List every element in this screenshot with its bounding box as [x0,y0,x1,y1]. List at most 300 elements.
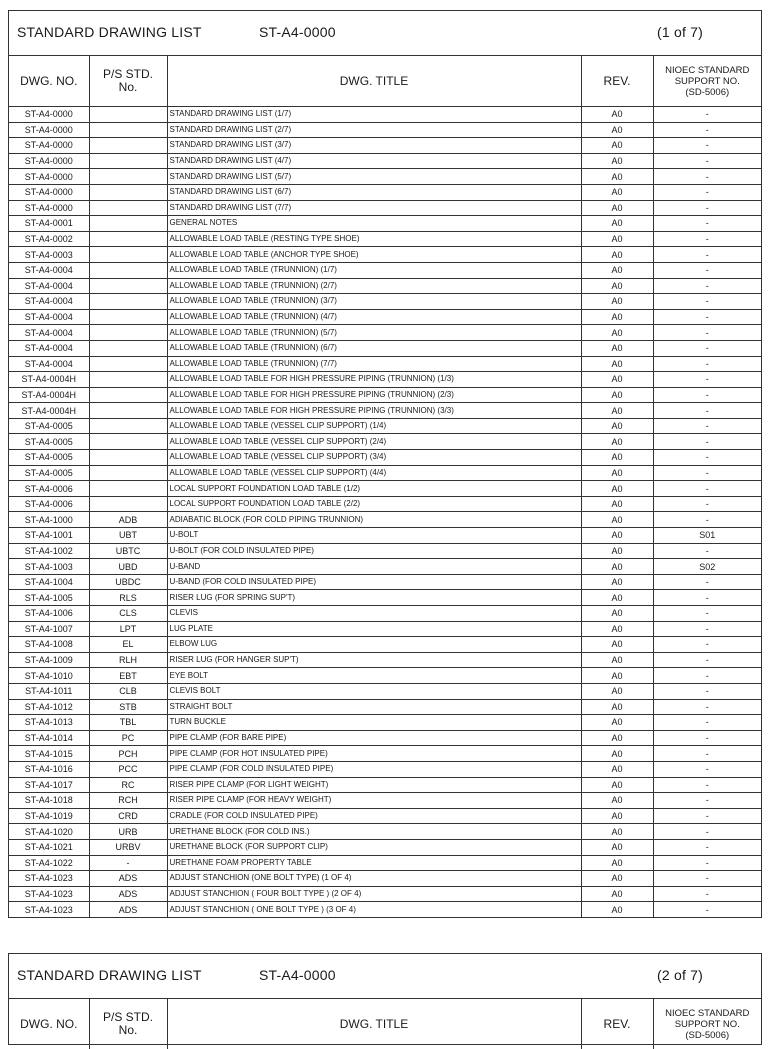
drawing-list-sheet-2 [8,953,762,1045]
cell-dwg-title: GENERAL NOTES [167,216,581,232]
cell-ps-std [89,107,167,123]
cell-rev: A0 [581,122,653,138]
cell-ps-std [89,294,167,310]
cell-nioec-support-no: - [653,450,761,466]
cell-dwg-title: STANDARD DRAWING LIST (1/7) [167,107,581,123]
cell-ps-std: RC [89,777,167,793]
table-row [9,247,761,263]
table-header-row [9,56,761,107]
cell-dwg-no: ST-A4-0000 [9,107,89,123]
cell-ps-std: PCH [89,746,167,762]
table-row [9,824,761,840]
cell-dwg-title: ALLOWABLE LOAD TABLE (TRUNNION) (7/7) [167,356,581,372]
cell-nioec-support-no: S02 [653,559,761,575]
table-header-row [9,999,761,1049]
cell-rev: A0 [581,138,653,154]
cell-nioec-support-no: - [653,543,761,559]
cell-dwg-title: ALLOWABLE LOAD TABLE (VESSEL CLIP SUPPORT) (3/4) [167,450,581,466]
cell-dwg-title: ALLOWABLE LOAD TABLE (ANCHOR TYPE SHOE) [167,247,581,263]
cell-rev: A0 [581,621,653,637]
cell-rev: A0 [581,855,653,871]
table-row [9,606,761,622]
cell-dwg-title: CLEVIS BOLT [167,683,581,699]
cell-ps-std [89,122,167,138]
cell-dwg-no: ST-A4-0005 [9,465,89,481]
cell-rev: A0 [581,403,653,419]
cell-rev: A0 [581,606,653,622]
table-row [9,122,761,138]
cell-rev: A0 [581,886,653,902]
cell-ps-std: PC [89,730,167,746]
cell-nioec-support-no: - [653,746,761,762]
cell-dwg-no: ST-A4-1009 [9,652,89,668]
cell-dwg-title: ELBOW LUG [167,637,581,653]
cell-ps-std [89,465,167,481]
col-header-ps-std: P/S STD. No. [89,56,167,107]
cell-ps-std [89,169,167,185]
cell-dwg-no: ST-A4-0001 [9,216,89,232]
cell-dwg-no: ST-A4-1004 [9,574,89,590]
cell-nioec-support-no: - [653,590,761,606]
cell-nioec-support-no: - [653,730,761,746]
cell-dwg-no: ST-A4-0004H [9,387,89,403]
cell-nioec-support-no: - [653,761,761,777]
table-row [9,356,761,372]
col-header-dwg-title: DWG. TITLE [167,999,581,1049]
page-indicator: (1 of 7) [657,24,703,40]
cell-dwg-no: ST-A4-1003 [9,559,89,575]
cell-dwg-title: STANDARD DRAWING LIST (4/7) [167,153,581,169]
cell-ps-std: - [89,855,167,871]
cell-dwg-no: ST-A4-1015 [9,746,89,762]
cell-rev: A0 [581,216,653,232]
cell-dwg-title: ALLOWABLE LOAD TABLE (VESSEL CLIP SUPPORT) (2/4) [167,434,581,450]
cell-dwg-title: STANDARD DRAWING LIST (7/7) [167,200,581,216]
cell-nioec-support-no: - [653,418,761,434]
cell-ps-std: ADS [89,902,167,917]
cell-rev: A0 [581,590,653,606]
cell-ps-std: RLH [89,652,167,668]
cell-rev: A0 [581,169,653,185]
cell-nioec-support-no: - [653,699,761,715]
cell-ps-std: CLS [89,606,167,622]
table-row [9,715,761,731]
cell-dwg-title: RISER LUG (FOR HANGER SUP'T) [167,652,581,668]
cell-ps-std: UBT [89,528,167,544]
cell-nioec-support-no: - [653,652,761,668]
cell-rev: A0 [581,730,653,746]
cell-dwg-no: ST-A4-1007 [9,621,89,637]
drawing-list-sheet-1 [8,10,762,918]
cell-ps-std: STB [89,699,167,715]
table-row [9,512,761,528]
cell-nioec-support-no: - [653,153,761,169]
cell-nioec-support-no: - [653,715,761,731]
cell-rev: A0 [581,247,653,263]
cell-nioec-support-no: - [653,387,761,403]
cell-nioec-support-no: - [653,372,761,388]
cell-rev: A0 [581,528,653,544]
col-header-rev: REV. [581,999,653,1049]
cell-dwg-title: PIPE CLAMP (FOR COLD INSULATED PIPE) [167,761,581,777]
cell-rev: A0 [581,761,653,777]
cell-dwg-title: STANDARD DRAWING LIST (2/7) [167,122,581,138]
col-header-dwg-no: DWG. NO. [9,999,89,1049]
cell-ps-std [89,450,167,466]
cell-dwg-title: ADIABATIC BLOCK (FOR COLD PIPING TRUNNION) [167,512,581,528]
cell-dwg-title: URETHANE FOAM PROPERTY TABLE [167,855,581,871]
table-row [9,403,761,419]
cell-ps-std [89,184,167,200]
table-row [9,340,761,356]
table-row [9,543,761,559]
cell-ps-std: UBD [89,559,167,575]
cell-dwg-title: TURN BUCKLE [167,715,581,731]
cell-nioec-support-no: - [653,621,761,637]
cell-rev: A0 [581,356,653,372]
cell-nioec-support-no: - [653,496,761,512]
cell-dwg-title: STANDARD DRAWING LIST (5/7) [167,169,581,185]
list-code: ST-A4-0000 [259,967,336,983]
cell-ps-std [89,309,167,325]
cell-dwg-title: ALLOWABLE LOAD TABLE (TRUNNION) (1/7) [167,262,581,278]
cell-dwg-title: CLEVIS [167,606,581,622]
table-body [9,107,761,917]
cell-rev: A0 [581,871,653,887]
col-header-dwg-no: DWG. NO. [9,56,89,107]
table-row [9,793,761,809]
cell-rev: A0 [581,668,653,684]
table-row [9,730,761,746]
cell-rev: A0 [581,496,653,512]
cell-dwg-no: ST-A4-1019 [9,808,89,824]
cell-dwg-no: ST-A4-1002 [9,543,89,559]
cell-rev: A0 [581,262,653,278]
cell-rev: A0 [581,543,653,559]
cell-ps-std: ADS [89,871,167,887]
cell-rev: A0 [581,824,653,840]
cell-rev: A0 [581,153,653,169]
drawing-table [9,999,761,1049]
page-indicator: (2 of 7) [657,967,703,983]
cell-dwg-no: ST-A4-1017 [9,777,89,793]
table-row [9,481,761,497]
cell-nioec-support-no: S01 [653,528,761,544]
cell-rev: A0 [581,465,653,481]
cell-dwg-title: ALLOWABLE LOAD TABLE (VESSEL CLIP SUPPORT) (4/4) [167,465,581,481]
cell-nioec-support-no: - [653,839,761,855]
cell-ps-std [89,434,167,450]
cell-ps-std: RLS [89,590,167,606]
list-title: STANDARD DRAWING LIST [17,967,202,983]
cell-nioec-support-no: - [653,574,761,590]
col-header-rev: REV. [581,56,653,107]
cell-ps-std [89,278,167,294]
table-row [9,107,761,123]
cell-dwg-title: ADJUST STANCHION ( ONE BOLT TYPE ) (3 OF 4) [167,902,581,917]
cell-dwg-no: ST-A4-0000 [9,200,89,216]
table-row [9,372,761,388]
sheet-title-bar [9,11,761,56]
cell-dwg-title: U-BAND [167,559,581,575]
cell-dwg-no: ST-A4-1021 [9,839,89,855]
cell-nioec-support-no: - [653,216,761,232]
table-row [9,590,761,606]
cell-nioec-support-no: - [653,325,761,341]
table-row [9,746,761,762]
cell-nioec-support-no: - [653,808,761,824]
table-row [9,683,761,699]
cell-nioec-support-no: - [653,356,761,372]
cell-nioec-support-no: - [653,886,761,902]
cell-dwg-title: LOCAL SUPPORT FOUNDATION LOAD TABLE (2/2) [167,496,581,512]
cell-rev: A0 [581,683,653,699]
cell-rev: A0 [581,107,653,123]
cell-dwg-title: RISER PIPE CLAMP (FOR LIGHT WEIGHT) [167,777,581,793]
cell-nioec-support-no: - [653,200,761,216]
cell-dwg-title: ALLOWABLE LOAD TABLE FOR HIGH PRESSURE PIPING (TRUNNION) (1/3) [167,372,581,388]
cell-ps-std: EL [89,637,167,653]
cell-dwg-no: ST-A4-1023 [9,886,89,902]
table-row [9,886,761,902]
table-row [9,777,761,793]
cell-rev: A0 [581,839,653,855]
cell-ps-std [89,418,167,434]
cell-rev: A0 [581,278,653,294]
cell-dwg-no: ST-A4-1023 [9,871,89,887]
cell-rev: A0 [581,699,653,715]
table-row [9,184,761,200]
table-row [9,200,761,216]
cell-dwg-no: ST-A4-1012 [9,699,89,715]
cell-dwg-title: ALLOWABLE LOAD TABLE FOR HIGH PRESSURE PIPING (TRUNNION) (2/3) [167,387,581,403]
list-title: STANDARD DRAWING LIST [17,24,202,40]
cell-rev: A0 [581,387,653,403]
cell-dwg-no: ST-A4-0005 [9,434,89,450]
cell-dwg-title: ALLOWABLE LOAD TABLE (RESTING TYPE SHOE) [167,231,581,247]
cell-ps-std: UBTC [89,543,167,559]
cell-dwg-title: RISER PIPE CLAMP (FOR HEAVY WEIGHT) [167,793,581,809]
cell-dwg-no: ST-A4-1013 [9,715,89,731]
table-row [9,169,761,185]
cell-nioec-support-no: - [653,122,761,138]
cell-dwg-no: ST-A4-0006 [9,481,89,497]
table-row [9,418,761,434]
table-row [9,528,761,544]
cell-nioec-support-no: - [653,403,761,419]
cell-dwg-title: STANDARD DRAWING LIST (6/7) [167,184,581,200]
cell-dwg-no: ST-A4-0005 [9,450,89,466]
col-header-nioec-support-no: NIOEC STANDARD SUPPORT NO. (SD-5006) [653,999,761,1049]
cell-dwg-no: ST-A4-1006 [9,606,89,622]
table-row [9,668,761,684]
sheet-title-bar [9,954,761,999]
cell-nioec-support-no: - [653,309,761,325]
cell-dwg-title: STRAIGHT BOLT [167,699,581,715]
cell-dwg-title: U-BAND (FOR COLD INSULATED PIPE) [167,574,581,590]
cell-dwg-no: ST-A4-0000 [9,138,89,154]
cell-dwg-title: ALLOWABLE LOAD TABLE (TRUNNION) (5/7) [167,325,581,341]
cell-nioec-support-no: - [653,668,761,684]
cell-nioec-support-no: - [653,340,761,356]
cell-dwg-no: ST-A4-1008 [9,637,89,653]
cell-rev: A0 [581,637,653,653]
table-row [9,902,761,917]
table-row [9,808,761,824]
cell-nioec-support-no: - [653,512,761,528]
table-row [9,262,761,278]
cell-dwg-no: ST-A4-0004 [9,262,89,278]
table-row [9,434,761,450]
cell-dwg-no: ST-A4-0004H [9,403,89,419]
drawing-table [9,56,761,917]
table-row [9,387,761,403]
cell-rev: A0 [581,372,653,388]
cell-dwg-no: ST-A4-0000 [9,184,89,200]
cell-ps-std: URB [89,824,167,840]
cell-dwg-title: URETHANE BLOCK (FOR COLD INS.) [167,824,581,840]
cell-ps-std: TBL [89,715,167,731]
cell-dwg-title: RISER LUG (FOR SPRING SUP'T) [167,590,581,606]
col-header-nioec-support-no: NIOEC STANDARD SUPPORT NO. (SD-5006) [653,56,761,107]
cell-nioec-support-no: - [653,107,761,123]
cell-dwg-title: PIPE CLAMP (FOR BARE PIPE) [167,730,581,746]
cell-dwg-no: ST-A4-1022 [9,855,89,871]
table-row [9,621,761,637]
cell-nioec-support-no: - [653,824,761,840]
cell-dwg-no: ST-A4-0004 [9,294,89,310]
cell-nioec-support-no: - [653,871,761,887]
cell-dwg-no: ST-A4-0002 [9,231,89,247]
cell-rev: A0 [581,200,653,216]
cell-rev: A0 [581,294,653,310]
cell-rev: A0 [581,793,653,809]
table-row [9,325,761,341]
cell-dwg-title: PIPE CLAMP (FOR HOT INSULATED PIPE) [167,746,581,762]
cell-nioec-support-no: - [653,777,761,793]
cell-nioec-support-no: - [653,294,761,310]
cell-dwg-no: ST-A4-0004 [9,356,89,372]
cell-nioec-support-no: - [653,481,761,497]
table-row [9,278,761,294]
cell-nioec-support-no: - [653,793,761,809]
cell-rev: A0 [581,418,653,434]
cell-nioec-support-no: - [653,278,761,294]
table-row [9,294,761,310]
cell-ps-std [89,262,167,278]
cell-ps-std [89,387,167,403]
cell-nioec-support-no: - [653,637,761,653]
cell-dwg-title: ADJUST STANCHION ( FOUR BOLT TYPE ) (2 OF 4) [167,886,581,902]
cell-dwg-title: LOCAL SUPPORT FOUNDATION LOAD TABLE (1/2) [167,481,581,497]
cell-ps-std [89,325,167,341]
cell-ps-std [89,216,167,232]
table-row [9,652,761,668]
cell-dwg-no: ST-A4-1005 [9,590,89,606]
cell-nioec-support-no: - [653,855,761,871]
col-header-dwg-title: DWG. TITLE [167,56,581,107]
cell-dwg-no: ST-A4-0000 [9,169,89,185]
table-row [9,153,761,169]
cell-dwg-no: ST-A4-1010 [9,668,89,684]
cell-ps-std: RCH [89,793,167,809]
cell-rev: A0 [581,184,653,200]
cell-rev: A0 [581,450,653,466]
cell-ps-std [89,481,167,497]
table-row [9,761,761,777]
cell-dwg-no: ST-A4-1018 [9,793,89,809]
cell-dwg-title: ADJUST STANCHION (ONE BOLT TYPE) (1 OF 4) [167,871,581,887]
cell-rev: A0 [581,746,653,762]
cell-dwg-title: CRADLE (FOR COLD INSULATED PIPE) [167,808,581,824]
table-row [9,855,761,871]
col-header-ps-std: P/S STD. No. [89,999,167,1049]
cell-rev: A0 [581,559,653,575]
cell-ps-std: PCC [89,761,167,777]
cell-ps-std: ADB [89,512,167,528]
cell-nioec-support-no: - [653,247,761,263]
cell-nioec-support-no: - [653,465,761,481]
cell-ps-std [89,403,167,419]
cell-nioec-support-no: - [653,434,761,450]
cell-dwg-no: ST-A4-1016 [9,761,89,777]
cell-ps-std [89,496,167,512]
cell-dwg-title: ALLOWABLE LOAD TABLE (TRUNNION) (4/7) [167,309,581,325]
cell-dwg-title: ALLOWABLE LOAD TABLE (TRUNNION) (3/7) [167,294,581,310]
cell-dwg-no: ST-A4-0004H [9,372,89,388]
table-row [9,216,761,232]
cell-dwg-no: ST-A4-0000 [9,122,89,138]
cell-rev: A0 [581,777,653,793]
cell-rev: A0 [581,434,653,450]
cell-dwg-no: ST-A4-1014 [9,730,89,746]
cell-dwg-no: ST-A4-1000 [9,512,89,528]
table-row [9,138,761,154]
cell-ps-std: URBV [89,839,167,855]
cell-dwg-title: U-BOLT (FOR COLD INSULATED PIPE) [167,543,581,559]
cell-rev: A0 [581,808,653,824]
table-row [9,574,761,590]
cell-rev: A0 [581,652,653,668]
cell-rev: A0 [581,715,653,731]
cell-nioec-support-no: - [653,683,761,699]
cell-rev: A0 [581,574,653,590]
cell-nioec-support-no: - [653,262,761,278]
cell-ps-std [89,138,167,154]
cell-dwg-title: ALLOWABLE LOAD TABLE FOR HIGH PRESSURE PIPING (TRUNNION) (3/3) [167,403,581,419]
table-row [9,450,761,466]
cell-dwg-no: ST-A4-0004 [9,278,89,294]
cell-dwg-no: ST-A4-1001 [9,528,89,544]
table-row [9,309,761,325]
cell-ps-std: LPT [89,621,167,637]
table-row [9,637,761,653]
cell-dwg-no: ST-A4-1020 [9,824,89,840]
cell-ps-std [89,231,167,247]
table-row [9,871,761,887]
cell-ps-std: UBDC [89,574,167,590]
cell-ps-std: ADS [89,886,167,902]
table-row [9,465,761,481]
cell-dwg-no: ST-A4-1023 [9,902,89,917]
cell-nioec-support-no: - [653,606,761,622]
cell-dwg-no: ST-A4-0004 [9,309,89,325]
cell-dwg-no: ST-A4-0006 [9,496,89,512]
table-row [9,839,761,855]
table-row [9,231,761,247]
cell-rev: A0 [581,340,653,356]
cell-dwg-no: ST-A4-0003 [9,247,89,263]
